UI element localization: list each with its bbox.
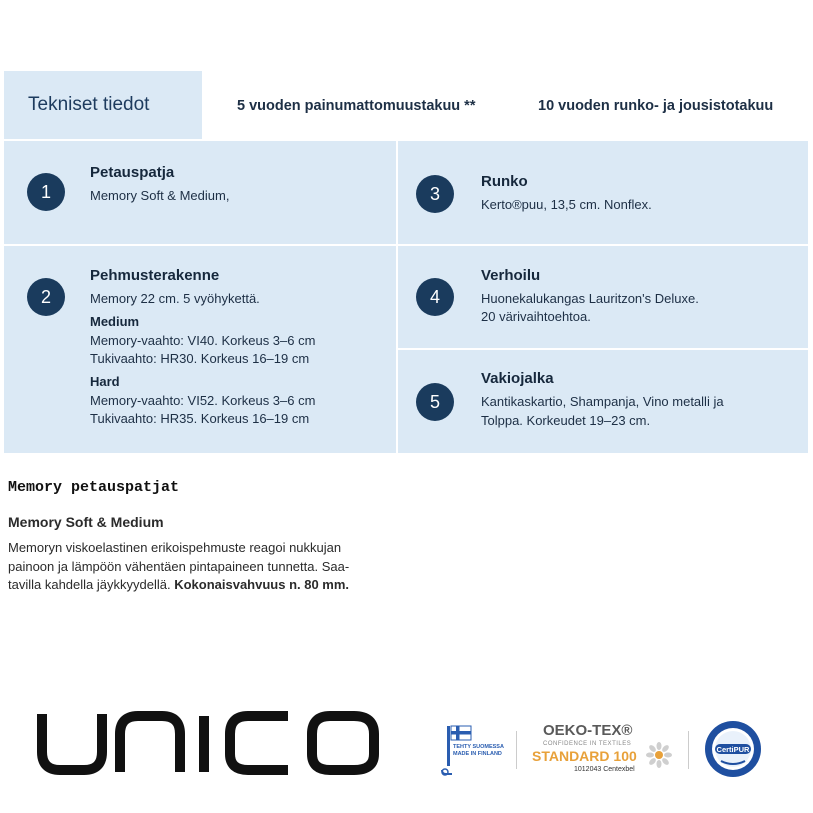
unico-logo [34, 708, 386, 778]
tab-bar [4, 71, 808, 141]
grid-divider [396, 141, 398, 453]
spec-title: Vakiojalka [481, 370, 554, 387]
finland-text-1: TEHTY SUOMESSA [453, 744, 504, 750]
spec-line: Kerto®puu, 13,5 cm. Nonflex. [481, 197, 652, 212]
made-in-finland-badge [438, 722, 506, 776]
description-line: tavilla kahdella jäykkyydellä. Kokonaisvahvuus n. 80 mm. [8, 577, 350, 592]
number-badge: 3 [416, 175, 454, 213]
grid-divider [398, 244, 808, 246]
grid-divider [398, 348, 808, 350]
spec-line: Tolppa. Korkeudet 19–23 cm. [481, 413, 651, 428]
spec-line: Tukivaahto: HR35. Korkeus 16–19 cm [90, 411, 310, 426]
certipur-badge [703, 719, 763, 779]
spec-line: Memory Soft & Medium, [90, 188, 230, 203]
tab-tekniset-tiedot[interactable]: Tekniset tiedot [4, 71, 202, 139]
spec-table [4, 71, 808, 453]
product-description [8, 539, 408, 595]
number-badge: 1 [27, 173, 65, 211]
number-badge: 5 [416, 383, 454, 421]
certipur-text: CertiPUR [716, 745, 750, 754]
spec-line: Huonekalukangas Lauritzon's Deluxe. [481, 291, 699, 306]
logo-divider [516, 731, 517, 769]
grid-divider [4, 244, 396, 246]
spec-line: Memory-vaahto: VI40. Korkeus 3–6 cm [90, 333, 316, 348]
spec-title: Petauspatja [90, 164, 175, 181]
spec-group-label: Medium [90, 314, 140, 329]
oeko-tagline: CONFIDENCE IN TEXTILES [543, 741, 632, 747]
logo-divider [688, 731, 689, 769]
spec-title: Verhoilu [481, 267, 541, 284]
oeko-title: OEKO-TEX® [543, 722, 633, 739]
finland-text-2: MADE IN FINLAND [453, 751, 502, 757]
product-name: Memory Soft & Medium [8, 514, 164, 530]
description-line: painoon ja lämpöön vähentäen pintapaineen tunnetta. Saa- [8, 558, 350, 574]
oeko-tex-badge [530, 722, 678, 778]
spec-title: Runko [481, 173, 528, 190]
spec-line: Memory 22 cm. 5 vyöhykettä. [90, 291, 260, 306]
daisy-icon [646, 742, 672, 768]
tab-warranty-5[interactable]: 5 vuoden painumattomuustakuu ** [237, 98, 476, 114]
section-title: Memory petauspatjat [8, 479, 180, 496]
oeko-standard: STANDARD 100 [532, 748, 637, 764]
oeko-certificate: 1012043 Centexbel [574, 766, 635, 773]
spec-line: Memory-vaahto: VI52. Korkeus 3–6 cm [90, 393, 316, 408]
spec-title: Pehmusterakenne [90, 267, 220, 284]
number-badge: 4 [416, 278, 454, 316]
number-badge: 2 [27, 278, 65, 316]
tab-warranty-10[interactable]: 10 vuoden runko- ja jousistotakuu [538, 98, 774, 114]
description-line: Memoryn viskoelastinen erikoispehmuste reagoi nukkujan [8, 540, 342, 555]
spec-line: 20 värivaihtoehtoa. [481, 309, 591, 324]
spec-line: Tukivaahto: HR30. Korkeus 16–19 cm [90, 351, 310, 366]
spec-line: Kantikaskartio, Shampanja, Vino metalli ja [481, 394, 724, 409]
spec-group-label: Hard [90, 374, 120, 389]
